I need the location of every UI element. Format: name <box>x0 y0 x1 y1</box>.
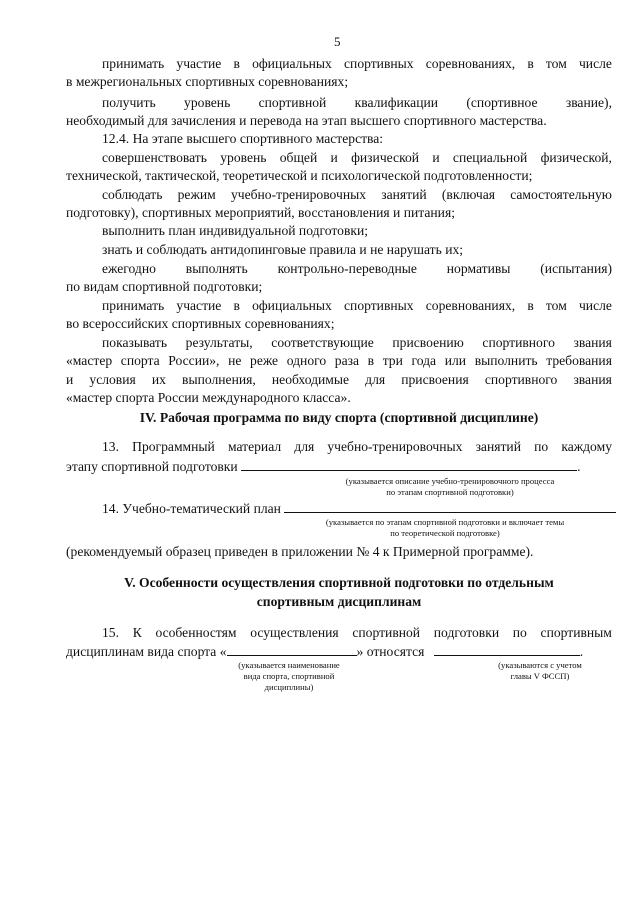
paragraph-line <box>102 95 612 111</box>
word: том <box>545 298 567 313</box>
word: числе <box>578 56 612 71</box>
punctuation: . <box>577 459 581 474</box>
word: том <box>545 56 567 71</box>
word: получить <box>102 95 156 110</box>
paragraph-line <box>66 643 583 660</box>
word: принимать <box>102 298 165 313</box>
word: соревнованиях, <box>425 56 516 71</box>
paragraph-line: необходимый для зачисления и перевода на этап высшего спортивного мастерства. <box>66 113 547 128</box>
word: результаты, <box>185 335 253 350</box>
word: учебно-тренировочных <box>327 439 463 454</box>
word: участие <box>176 298 222 313</box>
word: самостоятельную <box>510 187 612 202</box>
word: их <box>151 372 166 387</box>
word: присвоению <box>392 335 464 350</box>
field-note: по теоретической подготовке) <box>390 528 500 538</box>
word: звания <box>573 335 612 350</box>
paragraph-line: «мастер спорта России международного класса». <box>66 390 351 405</box>
word: для <box>294 439 315 454</box>
blank-field <box>227 643 357 656</box>
word: К <box>132 625 142 640</box>
word: уровень <box>184 95 231 110</box>
word: спортивного <box>482 335 555 350</box>
word: спортивной <box>352 625 421 640</box>
paragraph-line <box>102 150 612 166</box>
word: специальной <box>452 150 528 165</box>
word: 13. <box>102 439 119 454</box>
paragraph-text: 14. Учебно-тематический план <box>102 501 281 516</box>
word: реже <box>250 353 279 368</box>
word: официальных <box>252 298 332 313</box>
word: «мастер <box>66 353 113 368</box>
field-note: (указывается по этапам спортивной подготовки и включает темы <box>325 517 565 527</box>
word: или <box>444 353 467 368</box>
word: по <box>534 439 549 454</box>
paragraph-line: (рекомендуемый образец приведен в приложении № 4 к Примерной программе). <box>66 544 534 559</box>
word: каждому <box>561 439 612 454</box>
page-number: 5 <box>334 34 341 49</box>
field-note: по этапам спортивной подготовки) <box>386 487 514 497</box>
word: физической, <box>540 150 612 165</box>
word: звания <box>573 372 612 387</box>
word: соревнованиях, <box>425 298 516 313</box>
subsection-heading: 12.4. На этапе высшего спортивного мастерства: <box>102 131 384 146</box>
word: условия <box>89 372 136 387</box>
blank-field <box>434 643 580 656</box>
word: ежегодно <box>102 261 156 276</box>
section-heading: V. Особенности осуществления спортивной подготовки по отдельным <box>124 575 554 590</box>
word: в <box>527 56 534 71</box>
blank-field <box>241 458 577 471</box>
word: выполнять <box>185 261 248 276</box>
word: учебно-тренировочных <box>230 187 367 202</box>
paragraph-line <box>102 261 612 277</box>
punctuation: . <box>579 644 584 659</box>
word: и <box>330 150 338 165</box>
field-note: (указывается наименование <box>238 660 340 670</box>
word: в <box>527 298 534 313</box>
word: для <box>365 372 386 387</box>
field-note: вида спорта, спортивной <box>243 671 335 681</box>
paragraph-line: знать и соблюдать антидопинговые правила и не нарушать их; <box>102 242 464 257</box>
paragraph-line <box>66 353 612 369</box>
word: спортивного <box>484 372 558 387</box>
paragraph-line <box>66 372 612 388</box>
word: года <box>411 353 437 368</box>
paragraph-line <box>102 335 612 351</box>
paragraph-line: во всероссийских спортивных соревнованиях; <box>66 316 335 331</box>
paragraph-line <box>102 56 612 72</box>
paragraph-line <box>102 439 612 455</box>
word: нормативы <box>446 261 511 276</box>
paragraph-line <box>102 298 612 314</box>
word: спорта <box>120 353 160 368</box>
paragraph-line <box>102 187 612 203</box>
word: физической <box>351 150 420 165</box>
word: (испытания) <box>540 261 612 276</box>
section-heading: спортивным дисциплинам <box>256 594 422 609</box>
word: в <box>233 56 240 71</box>
word: совершенствовать <box>102 150 207 165</box>
word: показывать <box>102 335 168 350</box>
paragraph-text: дисциплинам вида спорта « <box>66 644 227 659</box>
field-note: дисциплины) <box>264 682 314 692</box>
paragraph-line: подготовку), спортивных мероприятий, восстановления и питания; <box>66 205 455 220</box>
word: спортивным <box>540 625 612 640</box>
word: три <box>382 353 403 368</box>
blank-field <box>284 500 616 513</box>
paragraph-line <box>66 458 581 475</box>
word: в <box>367 353 375 368</box>
word: участие <box>176 56 222 71</box>
word: официальных <box>252 56 332 71</box>
word: выполнения, <box>182 372 256 387</box>
word: спортивной <box>258 95 327 110</box>
word: (включая <box>441 187 495 202</box>
word: звание), <box>565 95 612 110</box>
word: раза <box>334 353 360 368</box>
word: по <box>512 625 527 640</box>
word: квалификации <box>354 95 439 110</box>
word: спортивных <box>344 56 414 71</box>
word: режим <box>177 187 216 202</box>
word: спортивных <box>344 298 414 313</box>
word: России», <box>168 353 220 368</box>
paragraph-line: технической, тактической, теоретической и психологической подготовленности; <box>66 168 533 183</box>
word: (спортивное <box>466 95 538 110</box>
word: выполнить <box>474 353 538 368</box>
word: числе <box>578 298 612 313</box>
word: присвоения <box>401 372 469 387</box>
word: осуществления <box>250 625 339 640</box>
paragraph-line: по видам спортивной подготовки; <box>66 279 263 294</box>
field-note: главы V ФССП) <box>510 671 570 681</box>
paragraph-text: » относятся <box>356 644 425 659</box>
paragraph-text: этапу спортивной подготовки <box>66 459 238 474</box>
word: подготовки <box>433 625 500 640</box>
word: в <box>233 298 240 313</box>
word: необходимые <box>271 372 350 387</box>
word: занятий <box>381 187 427 202</box>
word: контрольно-переводные <box>277 261 417 276</box>
word: особенностям <box>155 625 237 640</box>
word: 15. <box>102 625 119 640</box>
word: соответствующие <box>271 335 374 350</box>
word: принимать <box>102 56 165 71</box>
word: Программный <box>132 439 215 454</box>
word: общей <box>279 150 318 165</box>
field-note: (указывается описание учебно-тренировочного процесса <box>345 476 555 486</box>
word: уровень <box>220 150 267 165</box>
paragraph-line <box>102 625 612 641</box>
word: соблюдать <box>102 187 163 202</box>
paragraph-line: выполнить план индивидуальной подготовки; <box>102 223 369 238</box>
paragraph-line: в межрегиональных спортивных соревнованиях; <box>66 74 349 89</box>
field-note: (указываются с учетом <box>498 660 582 670</box>
section-heading: IV. Рабочая программа по виду спорта (спортивной дисциплине) <box>139 410 539 425</box>
word: занятий <box>475 439 521 454</box>
word: и <box>66 372 74 387</box>
paragraph-line <box>102 500 616 517</box>
word: одного <box>286 353 327 368</box>
word: требования <box>546 353 612 368</box>
word: не <box>228 353 242 368</box>
word: материал <box>227 439 282 454</box>
word: и <box>432 150 440 165</box>
